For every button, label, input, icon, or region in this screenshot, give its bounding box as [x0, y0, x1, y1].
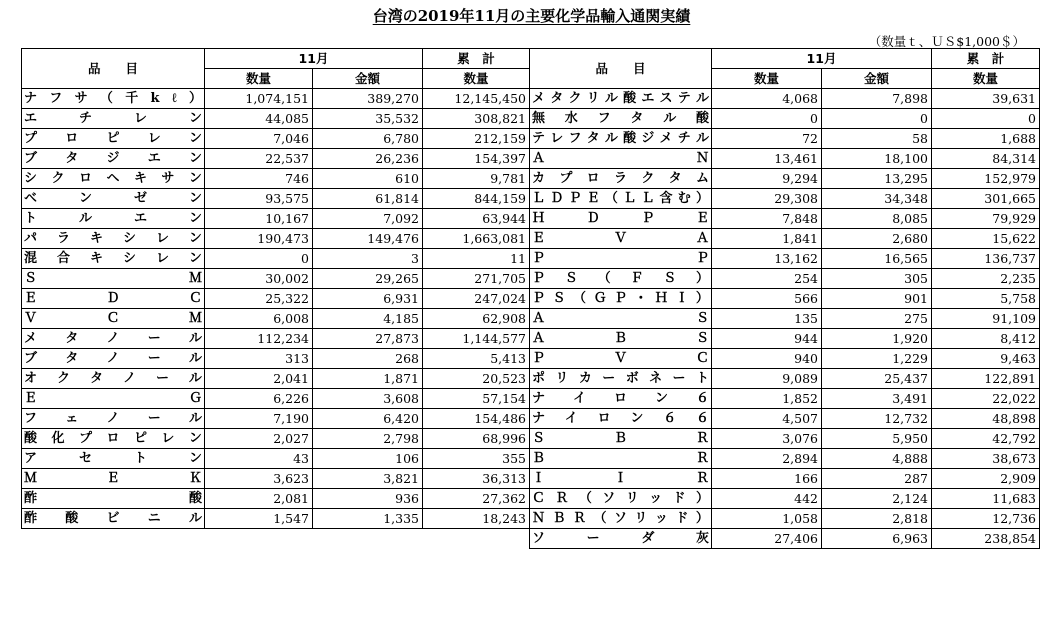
left-item-label: ベ ン ゼ ン: [24, 191, 202, 206]
right-cumulative: 12,736: [932, 509, 1040, 529]
right-cumulative: 1,688: [932, 129, 1040, 149]
right-amount: 287: [822, 469, 932, 489]
table-row: [22, 189, 1040, 209]
right-amount: 1,920: [822, 329, 932, 349]
table-row: [22, 289, 1040, 309]
table-row: [22, 509, 1040, 529]
left-amount: 61,814: [313, 189, 423, 209]
left-cumulative: 308,821: [423, 109, 530, 129]
right-cumulative: 11,683: [932, 489, 1040, 509]
left-amount: 149,476: [313, 229, 423, 249]
table-row: [22, 149, 1040, 169]
left-item-name: [22, 389, 205, 409]
left-item-name: [22, 269, 205, 289]
right-item-label: ナ イ ロ ン ６: [532, 391, 709, 406]
left-item-label: Ｍ Ｅ Ｋ: [24, 471, 202, 486]
right-quantity: 13,162: [712, 249, 822, 269]
left-item-label: Ｅ Ｄ Ｃ: [24, 291, 202, 306]
left-amount: 35,532: [313, 109, 423, 129]
right-amount: 305: [822, 269, 932, 289]
right-item-label: Ｐ Ｓ （ Ｆ Ｓ ）: [532, 271, 709, 286]
empty-cell: [313, 529, 423, 549]
left-cumulative: 154,397: [423, 149, 530, 169]
right-item-name: [530, 489, 712, 509]
right-item-label: Ａ Ｂ Ｓ: [532, 331, 709, 346]
right-item-label: ポ リ カ ー ボ ネ ー ト: [532, 371, 709, 386]
left-amount: 1,335: [313, 509, 423, 529]
left-cumulative: 20,523: [423, 369, 530, 389]
left-cumulative: 63,944: [423, 209, 530, 229]
right-amount: 2,680: [822, 229, 932, 249]
right-item-name: [530, 149, 712, 169]
left-item-label: Ｖ Ｃ Ｍ: [24, 311, 202, 326]
right-item-label: Ｈ Ｄ Ｐ Ｅ: [532, 211, 709, 226]
left-item-name: [22, 229, 205, 249]
left-amount: 3: [313, 249, 423, 269]
left-cum-quantity-header: 数量: [423, 69, 530, 89]
right-amount: 7,898: [822, 89, 932, 109]
left-amount: 3,608: [313, 389, 423, 409]
table-row: [22, 89, 1040, 109]
right-quantity: 1,058: [712, 509, 822, 529]
right-item-label: Ａ Ｓ: [532, 311, 709, 326]
left-item-label: シ ク ロ ヘ キ サ ン: [24, 171, 202, 186]
right-cumulative: 152,979: [932, 169, 1040, 189]
table-row: [22, 489, 1040, 509]
right-cumulative: 79,929: [932, 209, 1040, 229]
right-cum-quantity-header: 数量: [932, 69, 1040, 89]
table-row: [22, 409, 1040, 429]
empty-cell: [423, 529, 530, 549]
right-month-header: 11月: [712, 49, 932, 69]
left-cumulative: 27,362: [423, 489, 530, 509]
right-item-name: [530, 389, 712, 409]
left-item-name: [22, 469, 205, 489]
left-amount: 106: [313, 449, 423, 469]
left-item-label: プ ロ ピ レ ン: [24, 131, 202, 146]
left-amount-header: 金額: [313, 69, 423, 89]
left-item-name: [22, 329, 205, 349]
table-row: [22, 349, 1040, 369]
left-item-label: 酢 酸 ビ ニ ル: [24, 511, 202, 526]
right-item-label: Ｃ Ｒ （ ソ リ ッ ド ）: [532, 491, 709, 506]
right-cumulative: 2,235: [932, 269, 1040, 289]
import-table: [21, 48, 1040, 549]
right-cumulative: 122,891: [932, 369, 1040, 389]
left-cumulative: 247,024: [423, 289, 530, 309]
left-cumulative: 36,313: [423, 469, 530, 489]
right-cumulative: 136,737: [932, 249, 1040, 269]
left-item-name: [22, 149, 205, 169]
left-amount: 7,092: [313, 209, 423, 229]
left-item-name: [22, 509, 205, 529]
right-quantity: 0: [712, 109, 822, 129]
left-quantity: 1,074,151: [205, 89, 313, 109]
right-cumulative: 84,314: [932, 149, 1040, 169]
right-quantity: 7,848: [712, 209, 822, 229]
left-amount: 6,780: [313, 129, 423, 149]
left-quantity: 43: [205, 449, 313, 469]
right-item-name: [530, 369, 712, 389]
table-row: [22, 449, 1040, 469]
table-row: [22, 429, 1040, 449]
empty-cell: [22, 529, 205, 549]
left-quantity: 30,002: [205, 269, 313, 289]
left-cumulative: 355: [423, 449, 530, 469]
right-item-label: Ｅ Ｖ Ａ: [532, 231, 709, 246]
right-cumulative: 9,463: [932, 349, 1040, 369]
table-row: [22, 469, 1040, 489]
left-quantity: 3,623: [205, 469, 313, 489]
right-item-label: Ａ Ｎ: [532, 151, 709, 166]
right-amount: 1,229: [822, 349, 932, 369]
right-amount: 8,085: [822, 209, 932, 229]
right-item-name: [530, 329, 712, 349]
right-item-label: カ プ ロ ラ ク タ ム: [532, 171, 709, 186]
right-cumulative: 22,022: [932, 389, 1040, 409]
left-item-name: [22, 89, 205, 109]
left-quantity: 2,041: [205, 369, 313, 389]
right-item-name: [530, 89, 712, 109]
left-amount: 29,265: [313, 269, 423, 289]
right-amount: 275: [822, 309, 932, 329]
right-quantity: 1,852: [712, 389, 822, 409]
left-amount: 389,270: [313, 89, 423, 109]
left-item-name: [22, 289, 205, 309]
right-item-label: Ｎ Ｂ Ｒ （ ソ リ ッ ド ）: [532, 511, 709, 526]
left-quantity: 22,537: [205, 149, 313, 169]
right-quantity: 29,308: [712, 189, 822, 209]
right-amount: 4,888: [822, 449, 932, 469]
table-row: [22, 209, 1040, 229]
right-quantity: 135: [712, 309, 822, 329]
right-amount: 2,818: [822, 509, 932, 529]
left-quantity: 313: [205, 349, 313, 369]
left-quantity: 190,473: [205, 229, 313, 249]
left-quantity: 93,575: [205, 189, 313, 209]
left-amount: 4,185: [313, 309, 423, 329]
right-cumulative: 48,898: [932, 409, 1040, 429]
right-item-name: [530, 109, 712, 129]
right-item-label: Ｂ Ｒ: [532, 451, 709, 466]
right-quantity: 566: [712, 289, 822, 309]
left-cumulative: 62,908: [423, 309, 530, 329]
right-item-label: Ｌ Ｄ Ｐ Ｅ （ Ｌ Ｌ 含 む ）: [532, 191, 709, 206]
left-amount: 610: [313, 169, 423, 189]
table-row: [22, 129, 1040, 149]
right-item-name: [530, 409, 712, 429]
right-item-name: [530, 129, 712, 149]
right-amount: 13,295: [822, 169, 932, 189]
left-amount: 1,871: [313, 369, 423, 389]
right-item-label: ナ イ ロ ン ６ ６: [532, 411, 709, 426]
right-quantity: 13,461: [712, 149, 822, 169]
left-cumulative: 271,705: [423, 269, 530, 289]
left-cumulative: 5,413: [423, 349, 530, 369]
left-cumulative: 68,996: [423, 429, 530, 449]
page-title: 台湾の2019年11月の主要化学品輸入通関実績: [372, 7, 691, 25]
table-row: [22, 169, 1040, 189]
left-item-label: 混 合 キ シ レ ン: [24, 251, 202, 266]
table-row: [22, 249, 1040, 269]
left-item-label: ナ フ サ （ 千 k ℓ ）: [24, 91, 202, 106]
table-row: [22, 369, 1040, 389]
right-amount: 18,100: [822, 149, 932, 169]
right-quantity: 9,294: [712, 169, 822, 189]
left-item-name: [22, 429, 205, 449]
right-amount: 5,950: [822, 429, 932, 449]
left-item-name: [22, 249, 205, 269]
left-amount: 268: [313, 349, 423, 369]
left-item-name: [22, 409, 205, 429]
table-row: [22, 229, 1040, 249]
right-amount: 3,491: [822, 389, 932, 409]
left-item-name: [22, 189, 205, 209]
left-item-name: [22, 369, 205, 389]
right-amount: 25,437: [822, 369, 932, 389]
right-quantity: 4,068: [712, 89, 822, 109]
left-amount: 27,873: [313, 329, 423, 349]
right-quantity: 442: [712, 489, 822, 509]
right-item-label: 無 水 フ タ ル 酸: [532, 111, 709, 126]
right-item-label: Ｉ Ｉ Ｒ: [532, 471, 709, 486]
left-quantity: 7,046: [205, 129, 313, 149]
left-amount: 2,798: [313, 429, 423, 449]
right-quantity: 944: [712, 329, 822, 349]
table-row: [22, 329, 1040, 349]
right-amount: 901: [822, 289, 932, 309]
left-quantity: 44,085: [205, 109, 313, 129]
left-month-header: 11月: [205, 49, 423, 69]
right-quantity-header: 数量: [712, 69, 822, 89]
left-quantity: 112,234: [205, 329, 313, 349]
right-item-label: Ｐ Ｖ Ｃ: [532, 351, 709, 366]
right-amount: 12,732: [822, 409, 932, 429]
left-quantity: 7,190: [205, 409, 313, 429]
right-item-name: [530, 249, 712, 269]
unit-note: （数量ｔ、ＵＳ$1,000＄）: [868, 34, 1025, 49]
right-item-label: Ｓ Ｂ Ｒ: [532, 431, 709, 446]
right-item-label: ソ ー ダ 灰: [532, 531, 709, 546]
right-item-label: Ｐ Ｓ （ Ｇ Ｐ ・ Ｈ Ｉ ）: [532, 291, 709, 306]
right-quantity: 27,406: [712, 529, 822, 549]
left-cumulative: 11: [423, 249, 530, 269]
left-quantity: 2,081: [205, 489, 313, 509]
right-amount: 16,565: [822, 249, 932, 269]
right-item-name: [530, 349, 712, 369]
right-cumulative: 38,673: [932, 449, 1040, 469]
right-item-name: [530, 429, 712, 449]
left-quantity: 6,008: [205, 309, 313, 329]
right-amount: 58: [822, 129, 932, 149]
left-item-label: 酢 酸: [24, 491, 202, 506]
right-item-name: [530, 169, 712, 189]
right-cumulative: 91,109: [932, 309, 1040, 329]
left-cumulative: 12,145,450: [423, 89, 530, 109]
left-cumulative: 1,663,081: [423, 229, 530, 249]
left-item-label: Ｅ Ｇ: [24, 391, 202, 406]
left-item-name: [22, 109, 205, 129]
left-quantity: 0: [205, 249, 313, 269]
left-cumulative: 1,144,577: [423, 329, 530, 349]
right-cumulative: 5,758: [932, 289, 1040, 309]
right-item-name: [530, 289, 712, 309]
left-cumulative: 9,781: [423, 169, 530, 189]
left-amount: 6,420: [313, 409, 423, 429]
left-quantity: 746: [205, 169, 313, 189]
left-quantity: 2,027: [205, 429, 313, 449]
table-row: [22, 269, 1040, 289]
left-quantity-header: 数量: [205, 69, 313, 89]
right-amount: 2,124: [822, 489, 932, 509]
table-row: [22, 309, 1040, 329]
right-quantity: 1,841: [712, 229, 822, 249]
right-cumulative: 2,909: [932, 469, 1040, 489]
left-item-name: [22, 169, 205, 189]
left-quantity: 6,226: [205, 389, 313, 409]
right-cumulative: 301,665: [932, 189, 1040, 209]
right-item-label: テ レ フ タ ル 酸 ジ メ チ ル: [532, 131, 709, 146]
right-item-name: [530, 189, 712, 209]
left-item-label: ブ タ ノ ー ル: [24, 351, 202, 366]
left-cumulative: 57,154: [423, 389, 530, 409]
left-item-label: ア セ ト ン: [24, 451, 202, 466]
table-row: [22, 389, 1040, 409]
right-item-label: メ タ ク リ ル 酸 エ ス テ ル: [532, 91, 709, 106]
table-row: [22, 529, 1040, 549]
right-item-name: [530, 509, 712, 529]
left-cumulative: 844,159: [423, 189, 530, 209]
left-cumulative: 18,243: [423, 509, 530, 529]
left-item-label: エ チ レ ン: [24, 111, 202, 126]
right-item-label: Ｐ Ｐ: [532, 251, 709, 266]
right-quantity: 940: [712, 349, 822, 369]
right-quantity: 2,894: [712, 449, 822, 469]
left-item-name: [22, 489, 205, 509]
left-amount: 6,931: [313, 289, 423, 309]
left-cumulative: 212,159: [423, 129, 530, 149]
left-item-label: フ ェ ノ ー ル: [24, 411, 202, 426]
right-cumulative: 42,792: [932, 429, 1040, 449]
left-item-label: パ ラ キ シ レ ン: [24, 231, 202, 246]
left-amount: 3,821: [313, 469, 423, 489]
left-quantity: 10,167: [205, 209, 313, 229]
left-item-name: [22, 449, 205, 469]
right-quantity: 4,507: [712, 409, 822, 429]
left-item-label: Ｓ Ｍ: [24, 271, 202, 286]
right-cumulative: 8,412: [932, 329, 1040, 349]
left-item-label: メ タ ノ ー ル: [24, 331, 202, 346]
left-item-name: [22, 209, 205, 229]
right-quantity: 254: [712, 269, 822, 289]
left-quantity: 25,322: [205, 289, 313, 309]
left-item-label: 酸 化 プ ロ ピ レ ン: [24, 431, 202, 446]
right-amount: 34,348: [822, 189, 932, 209]
right-item-name: [530, 469, 712, 489]
left-item-label: オ ク タ ノ ー ル: [24, 371, 202, 386]
right-quantity: 3,076: [712, 429, 822, 449]
right-cumulative-header: 累 計: [932, 49, 1040, 69]
left-item-name: [22, 349, 205, 369]
right-cumulative: 15,622: [932, 229, 1040, 249]
right-quantity: 166: [712, 469, 822, 489]
right-cumulative: 0: [932, 109, 1040, 129]
right-quantity: 9,089: [712, 369, 822, 389]
right-amount: 0: [822, 109, 932, 129]
left-amount: 936: [313, 489, 423, 509]
right-quantity: 72: [712, 129, 822, 149]
right-amount: 6,963: [822, 529, 932, 549]
right-item-name: [530, 229, 712, 249]
left-cumulative-header: 累 計: [423, 49, 530, 69]
right-item-name: [530, 209, 712, 229]
left-item-header: 品 目: [22, 49, 205, 89]
left-item-label: ブ タ ジ エ ン: [24, 151, 202, 166]
table-row: [22, 109, 1040, 129]
left-item-name: [22, 129, 205, 149]
left-cumulative: 154,486: [423, 409, 530, 429]
left-item-name: [22, 309, 205, 329]
left-item-label: ト ル エ ン: [24, 211, 202, 226]
left-amount: 26,236: [313, 149, 423, 169]
right-cumulative: 238,854: [932, 529, 1040, 549]
left-quantity: 1,547: [205, 509, 313, 529]
right-item-name: [530, 529, 712, 549]
right-cumulative: 39,631: [932, 89, 1040, 109]
right-item-header: 品 目: [530, 49, 712, 89]
right-item-name: [530, 309, 712, 329]
right-amount-header: 金額: [822, 69, 932, 89]
right-item-name: [530, 449, 712, 469]
empty-cell: [205, 529, 313, 549]
right-item-name: [530, 269, 712, 289]
